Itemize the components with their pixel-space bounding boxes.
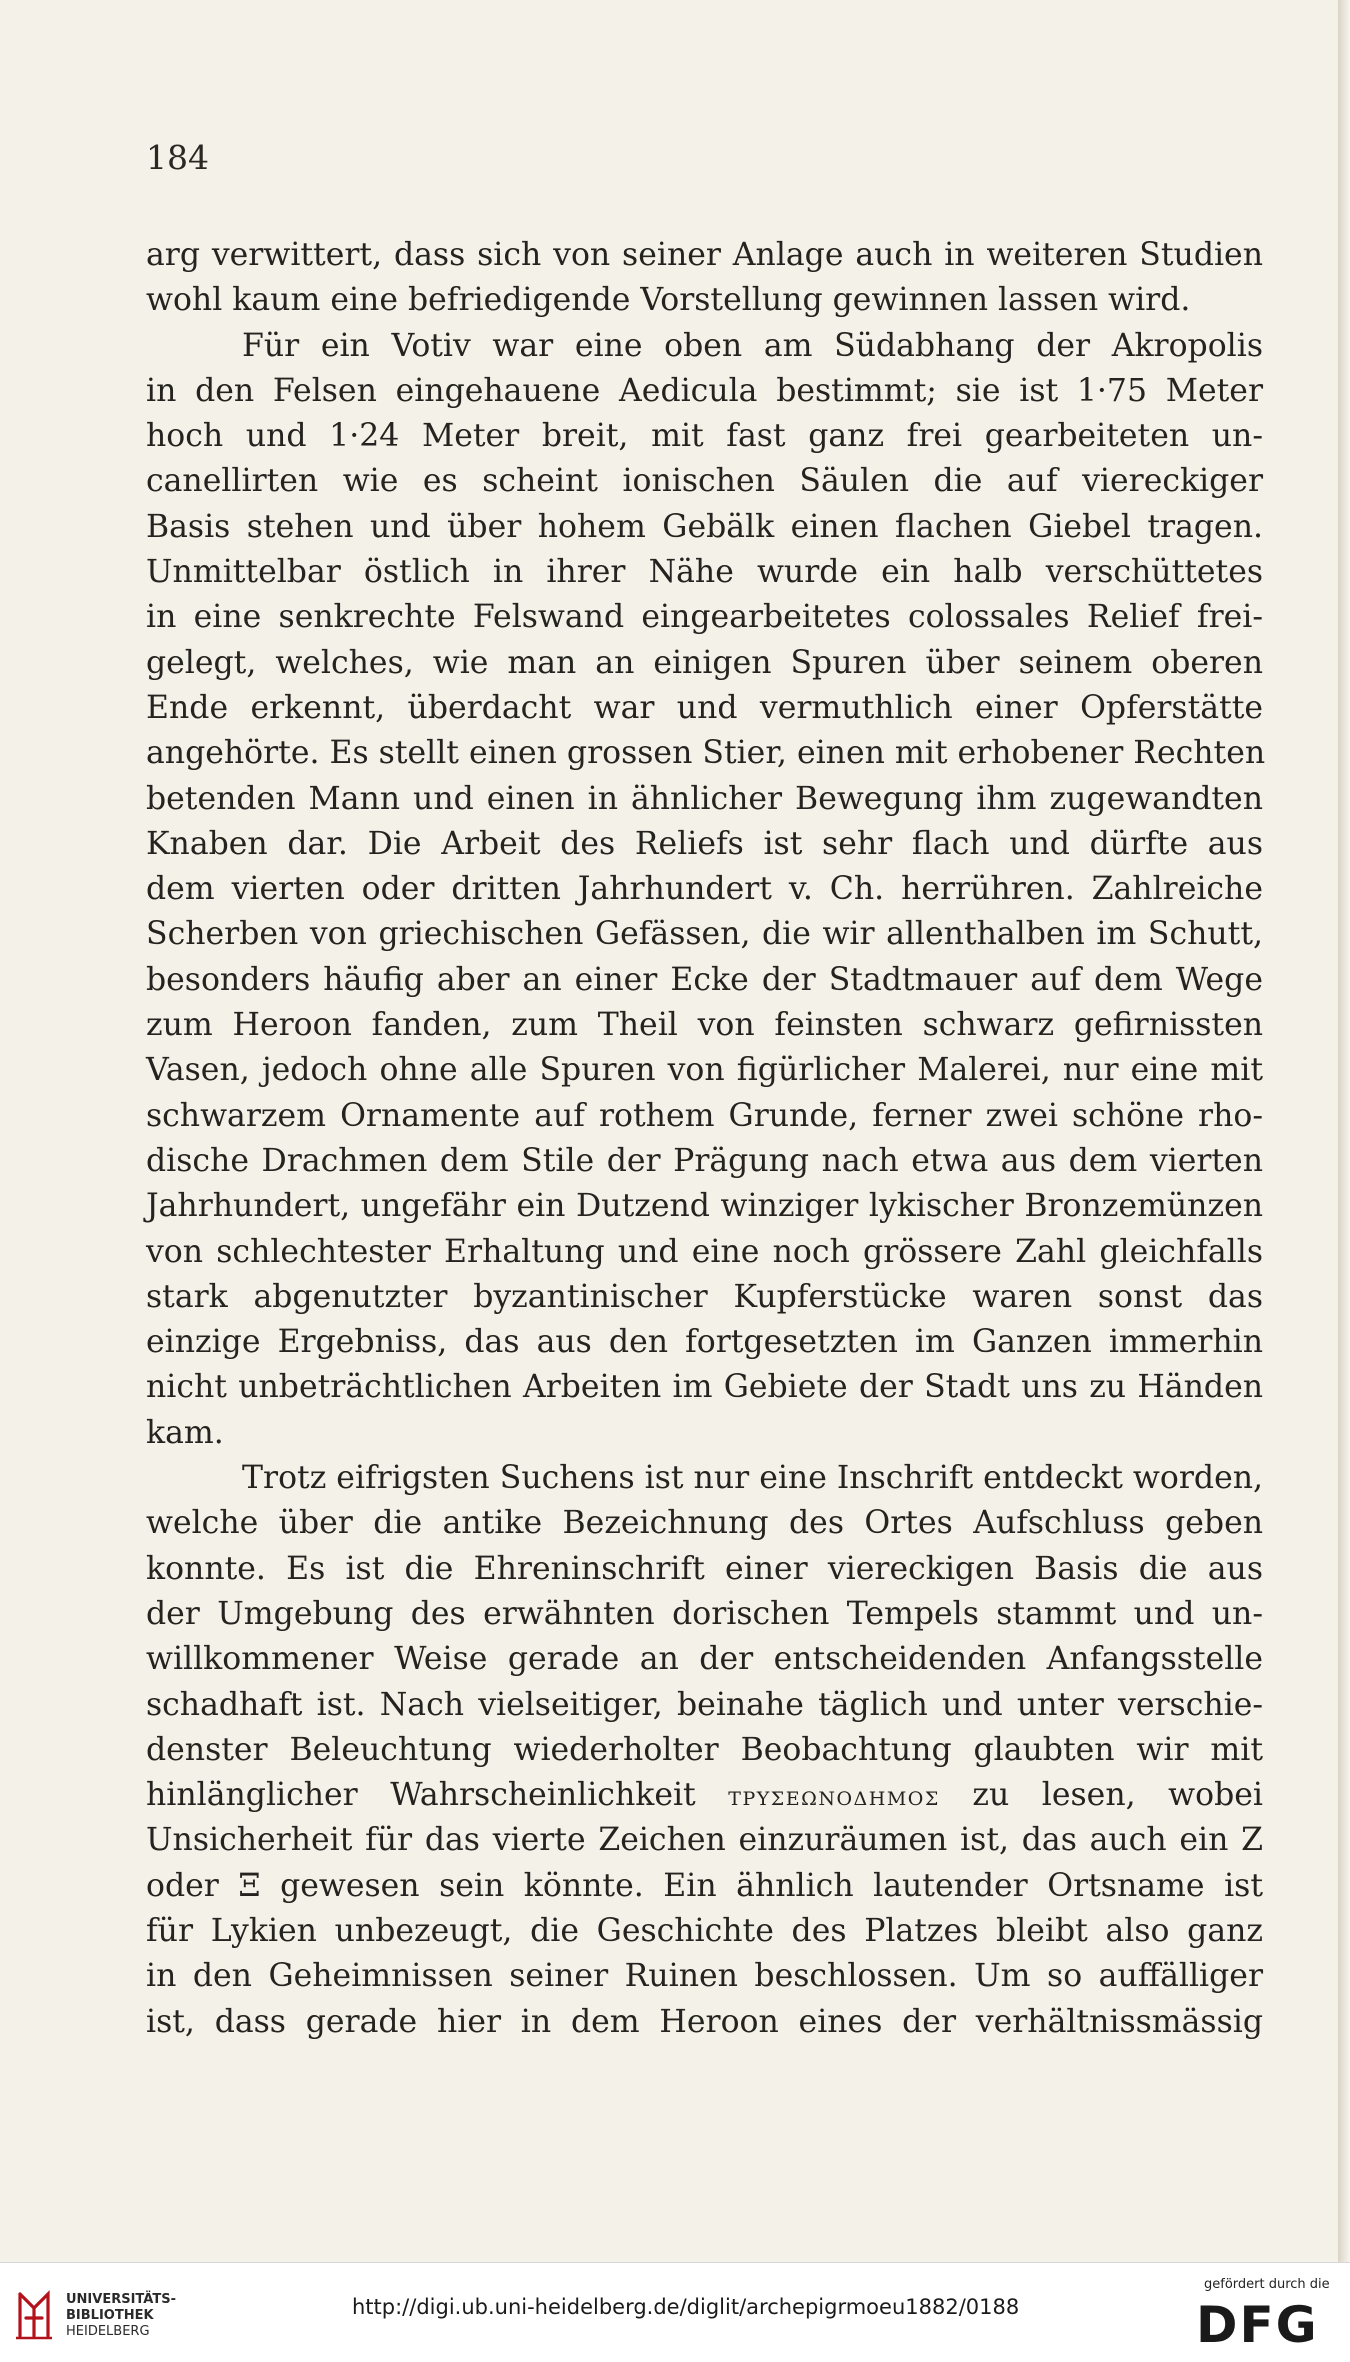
text-line: ist, dass gerade hier in dem Heroon eines der verhältnissmässig bbox=[146, 2003, 1263, 2040]
text-segment: hinlänglicher Wahrscheinlichkeit bbox=[146, 1777, 729, 1814]
text-line: für Lykien unbezeugt, die Geschichte des Platzes bleibt also ganz bbox=[146, 1912, 1263, 1949]
university-library-logo-icon bbox=[14, 2288, 54, 2342]
text-line: nicht unbeträchtlichen Arbeiten im Gebiete der Stadt uns zu Händen bbox=[146, 1369, 1263, 1406]
text-line: welche über die antike Bezeichnung des Ortes Aufschluss geben bbox=[146, 1505, 1263, 1542]
text-line: Vasen, jedoch ohne alle Spuren von figürlicher Malerei, nur eine mit bbox=[146, 1052, 1263, 1089]
text-line: oder Ξ gewesen sein könnte. Ein ähnlich lautender Ortsname ist bbox=[146, 1867, 1263, 1904]
permalink-url[interactable]: http://digi.ub.uni-heidelberg.de/diglit/archepigrmoeu1882/0188 bbox=[352, 2295, 1020, 2319]
text-line: Basis stehen und über hohem Gebälk einen flachen Giebel tragen. bbox=[146, 508, 1263, 545]
library-name bbox=[66, 2292, 176, 2340]
dfg-logo: DFG bbox=[1196, 2296, 1319, 2354]
greek-inscription: ΤΡΥΣΕΩΝΟΔΗΜΟΣ bbox=[728, 1788, 940, 1811]
text-line bbox=[146, 1773, 1263, 1818]
text-line: einzige Ergebniss, das aus den fortgesetzten im Ganzen immerhin bbox=[146, 1324, 1263, 1361]
text-line: stark abgenutzter byzantinischer Kupferstücke waren sonst das bbox=[146, 1278, 1263, 1315]
text-line: arg verwittert, dass sich von seiner Anlage auch in weiteren Studien bbox=[146, 237, 1263, 273]
footer-bar bbox=[0, 2262, 1350, 2362]
library-name-line: BIBLIOTHEK bbox=[66, 2308, 154, 2323]
text-line: Knaben dar. Die Arbeit des Reliefs ist sehr flach und dürfte aus bbox=[146, 825, 1263, 862]
text-line: canellirten wie es scheint ionischen Säulen die auf viereckiger bbox=[146, 463, 1263, 500]
text-line: hoch und 1·24 Meter breit, mit fast ganz frei gearbeiteten un- bbox=[146, 418, 1263, 455]
text-line: dische Drachmen dem Stile der Prägung nach etwa aus dem vierten bbox=[146, 1142, 1263, 1179]
library-name-line: HEIDELBERG bbox=[66, 2324, 150, 2339]
text-line: betenden Mann und einen in ähnlicher Bewegung ihm zugewandten bbox=[146, 780, 1263, 817]
text-line: Trotz eifrigsten Suchens ist nur eine Inschrift entdeckt worden, bbox=[242, 1460, 1264, 1497]
text-line: von schlechtester Erhaltung und eine noch grössere Zahl gleichfalls bbox=[146, 1233, 1263, 1270]
text-line: angehörte. Es stellt einen grossen Stier, einen mit erhobener Rechten bbox=[146, 735, 1266, 772]
text-segment: zu lesen, wobei bbox=[939, 1777, 1263, 1814]
text-line: schwarzem Ornamente auf rothem Grunde, ferner zwei schöne rho- bbox=[146, 1097, 1263, 1134]
text-line: konnte. Es ist die Ehreninschrift einer viereckigen Basis die aus bbox=[146, 1550, 1263, 1587]
text-line: zum Heroon fanden, zum Theil von feinsten schwarz gefirnissten bbox=[146, 1007, 1263, 1044]
text-line: in den Geheimnissen seiner Ruinen beschlossen. Um so auffälliger bbox=[146, 1958, 1263, 1995]
text-line: Für ein Votiv war eine oben am Südabhang der Akropolis bbox=[242, 327, 1263, 364]
page-edge bbox=[1338, 0, 1350, 2262]
body-text bbox=[146, 233, 1266, 2045]
text-line: denster Beleuchtung wiederholter Beobachtung glaubten wir mit bbox=[146, 1731, 1263, 1768]
text-line: besonders häufig aber an einer Ecke der Stadtmauer auf dem Wege bbox=[146, 961, 1263, 998]
text-line: Jahrhundert, ungefähr ein Dutzend winziger lykischer Bronzemünzen bbox=[146, 1188, 1263, 1225]
library-name-line: UNIVERSITÄTS- bbox=[66, 2292, 176, 2307]
text-line: Scherben von griechischen Gefässen, die wir allenthalben im Schutt, bbox=[146, 916, 1263, 953]
text-line: Unmittelbar östlich in ihrer Nähe wurde ein halb verschüttetes bbox=[146, 554, 1263, 591]
text-line: gelegt, welches, wie man an einigen Spuren über seinem oberen bbox=[146, 644, 1263, 681]
text-line: willkommener Weise gerade an der entscheidenden Anfangsstelle bbox=[146, 1641, 1263, 1678]
text-line: Unsicherheit für das vierte Zeichen einzuräumen ist, das auch ein Ζ bbox=[146, 1822, 1263, 1859]
text-line: der Umgebung des erwähnten dorischen Tempels stammt und un- bbox=[146, 1595, 1263, 1632]
text-line: schadhaft ist. Nach vielseitiger, beinahe täglich und unter verschie- bbox=[146, 1686, 1263, 1723]
page-number: 184 bbox=[146, 138, 209, 177]
text-line: in den Felsen eingehauene Aedicula bestimmt; sie ist 1·75 Meter bbox=[146, 372, 1263, 409]
text-line: kam. bbox=[146, 1414, 224, 1451]
text-line: wohl kaum eine befriedigende Vorstellung gewinnen lassen wird. bbox=[146, 282, 1191, 319]
text-line: Ende erkennt, überdacht war und vermuthlich einer Opferstätte bbox=[146, 689, 1263, 726]
funding-caption: gefördert durch die bbox=[1204, 2277, 1330, 2292]
text-line: in eine senkrechte Felswand eingearbeitetes colossales Relief frei- bbox=[146, 599, 1263, 636]
text-line: dem vierten oder dritten Jahrhundert v. Ch. herrühren. Zahlreiche bbox=[146, 871, 1263, 908]
